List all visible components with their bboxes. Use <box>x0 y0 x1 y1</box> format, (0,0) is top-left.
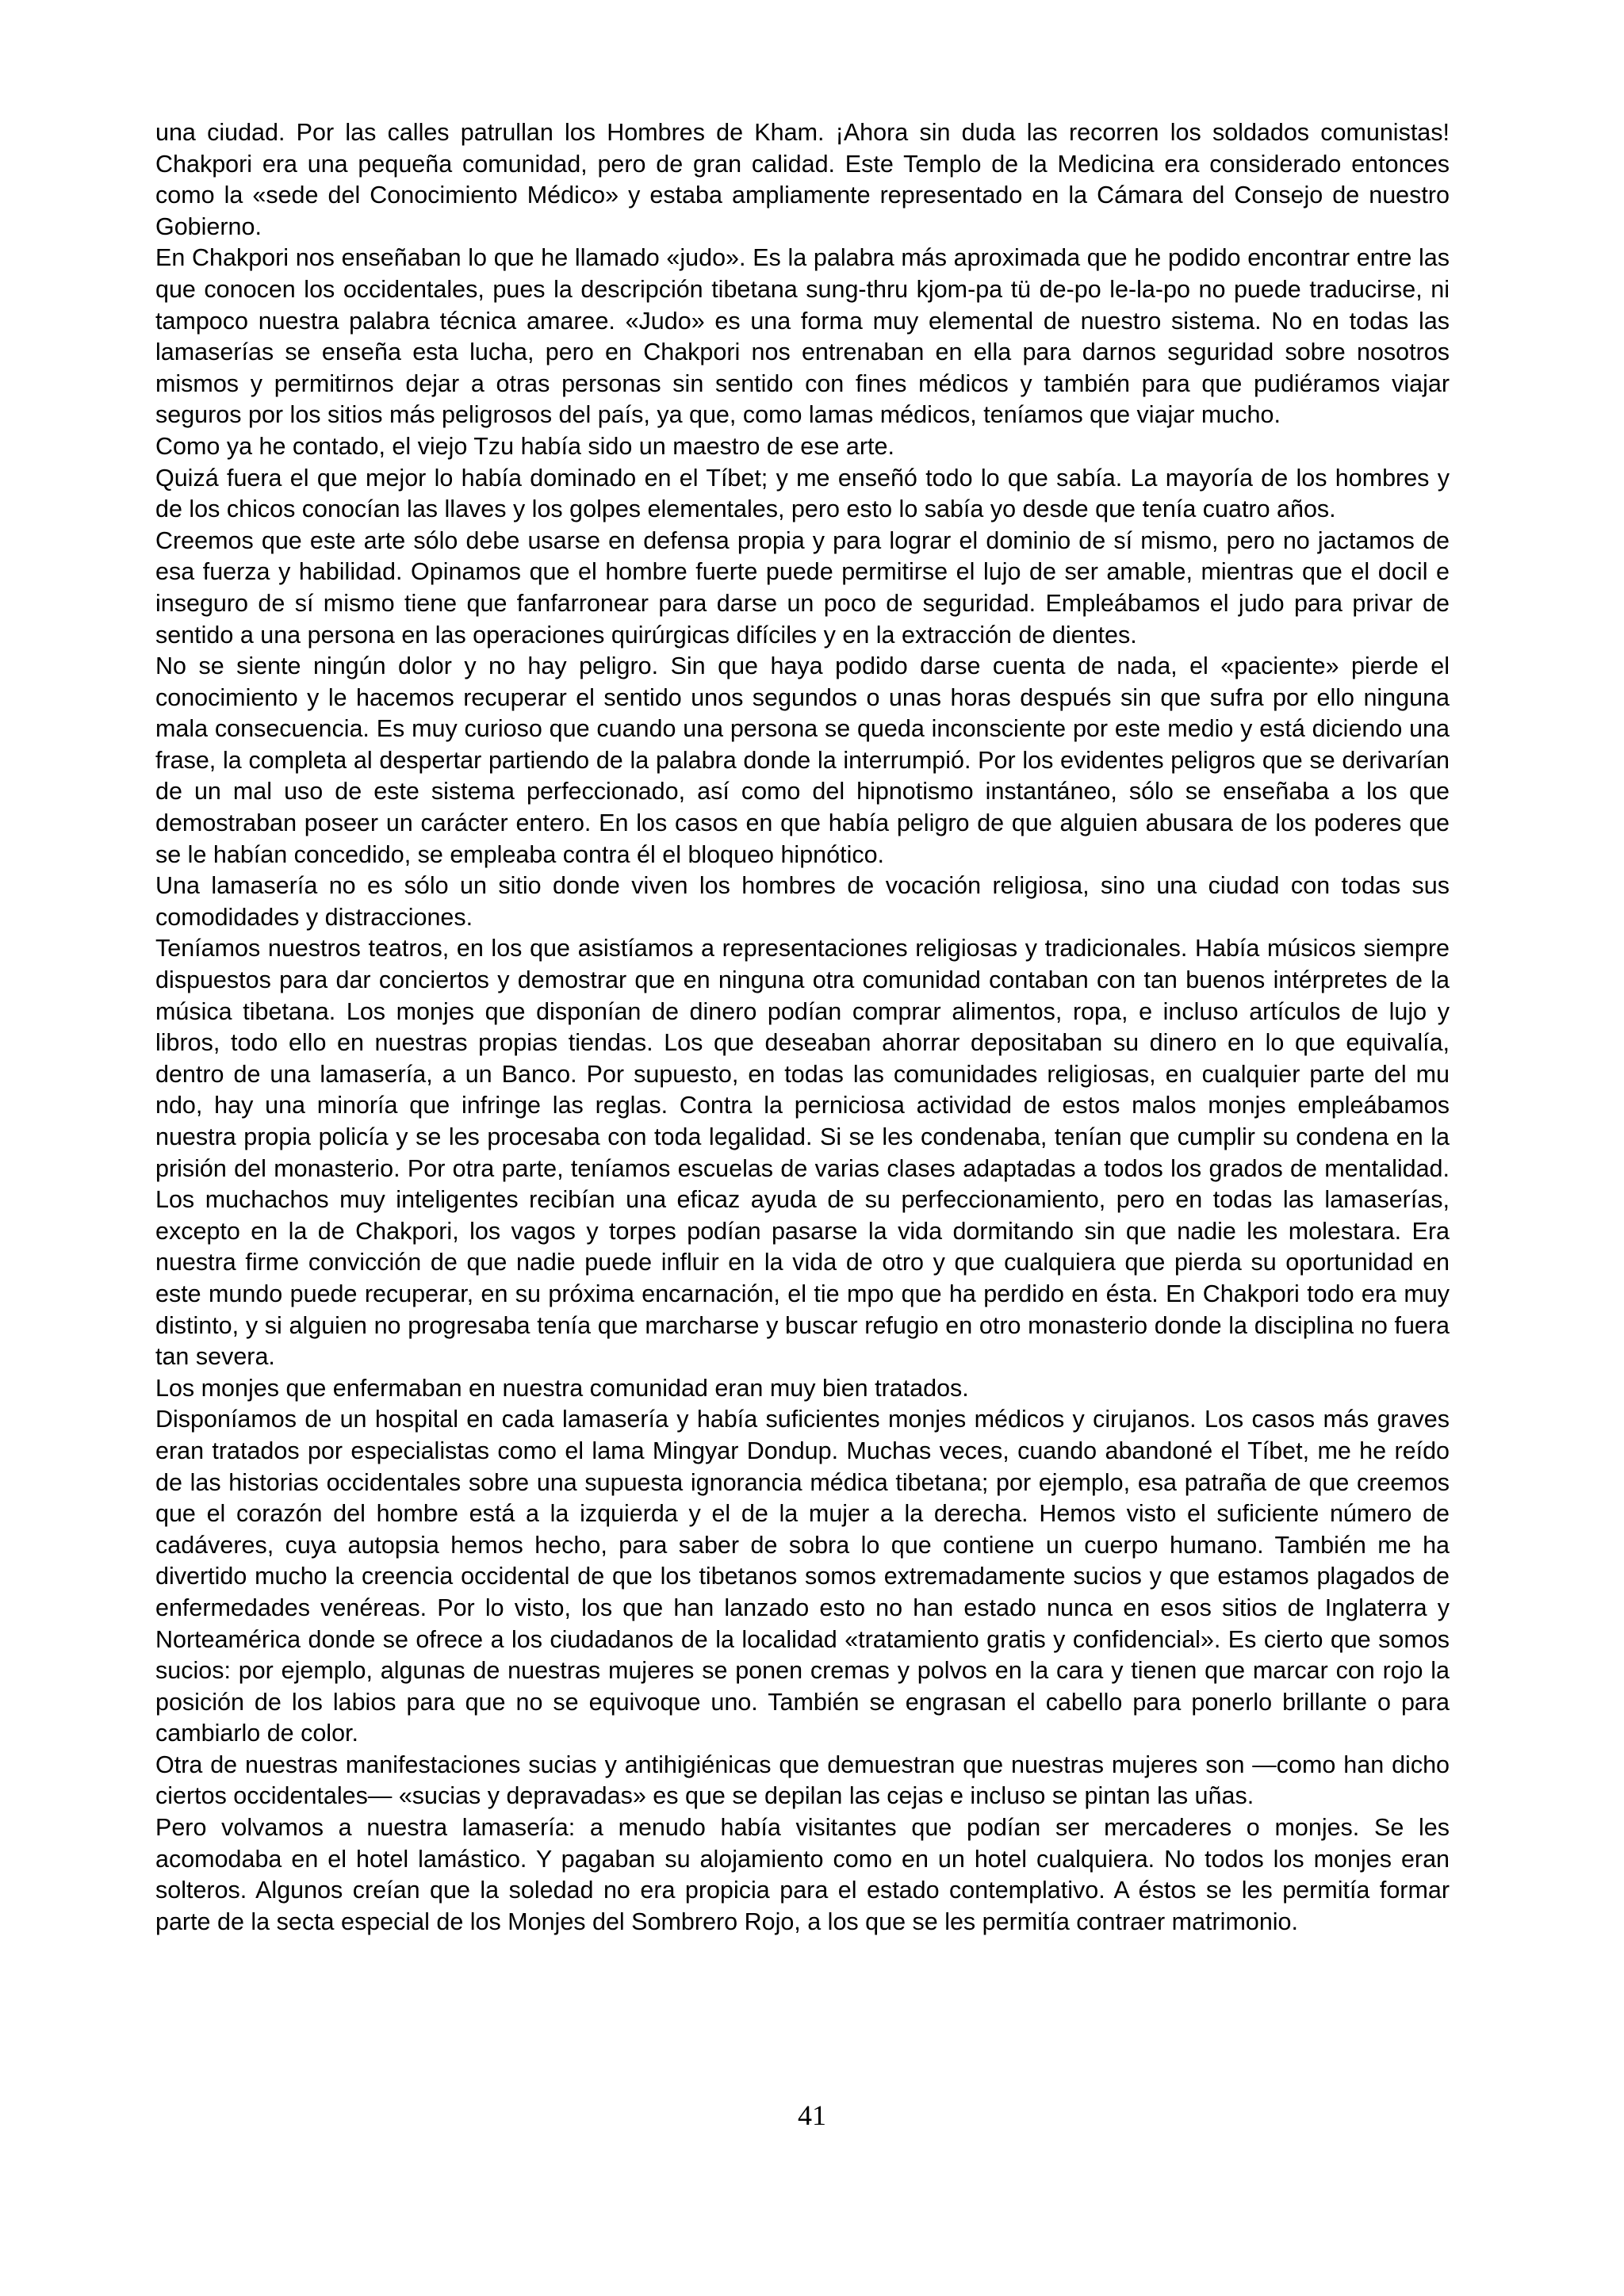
paragraph-11: Otra de nuestras manifestaciones sucias y antihigiénicas que demuestran que nuestras mujeres son —como han dicho ciertos occidentales— «sucias y depravadas» es que se depilan las cejas e incluso se pintan las uñas. <box>155 1751 1450 1810</box>
paragraph-5: Creemos que este arte sólo debe usarse en defensa propia y para lograr el dominio de sí mismo, pero no jactamos de esa fuerza y habilidad. Opinamos que el hombre fuerte puede permitirse el lujo de ser amable, mientras que el docil e inseguro de sí mismo tiene que fanfarronear para darse un poco de seguridad. Empleábamos el judo para privar de sentido a una persona en las operaciones quirúrgicas difíciles y en la extracción de dientes. <box>155 526 1450 649</box>
paragraph-7: Una lamasería no es sólo un sitio donde viven los hombres de vocación religiosa, sino una ciudad con todas sus comodidades y distracciones. <box>155 872 1450 931</box>
paragraph-6: No se siente ningún dolor y no hay peligro. Sin que haya podido darse cuenta de nada, el «paciente» pierde el conocimiento y le hacemos recuperar el sentido unos segundos o unas horas después sin que sufra por ello ninguna mala consecuencia. Es muy curioso que cuando una persona se queda inconsciente por este medio y está diciendo una frase, la completa al despertar partiendo de la palabra donde la interrumpió. Por los evidentes peligros que se derivarían de un mal uso de este sistema perfeccionado, así como del hipnotismo instantáneo, sólo se enseñaba a los que demostraban poseer un carácter entero. En los casos en que había peligro de que alguien abusara de los poderes que se le habían concedido, se empleaba contra él el bloqueo hipnótico. <box>155 652 1450 868</box>
paragraph-10: Disponíamos de un hospital en cada lamasería y había suficientes monjes médicos y cirujanos. Los casos más graves eran tratados por especialistas como el lama Mingyar Dondup. Muchas veces, cuando abandoné el Tíbet, me he reído de las historias occidentales sobre una supuesta ignorancia médica tibetana; por ejemplo, esa patraña de que creemos que el corazón del hombre está a la izquierda y el de la mujer a la derecha. Hemos visto el suficiente número de cadáveres, cuya autopsia hemos hecho, para saber de sobra lo que contiene un cuerpo humano. También me ha divertido mucho la creencia occidental de que los tibetanos somos extremadamente sucios y que estamos plagados de enfermedades venéreas. Por lo visto, los que han lanzado esto no han estado nunca en esos sitios de Inglaterra y Norteamérica donde se ofrece a los ciudadanos de la localidad «tratamiento gratis y confidencial». Es cierto que somos sucios: por ejemplo, algunas de nuestras mujeres se ponen cremas y polvos en la cara y tienen que marcar con rojo la posición de los labios para que no se equivoque uno. También se engrasan el cabello para ponerlo brillante o para cambiarlo de color. <box>155 1406 1450 1747</box>
paragraph-8: Teníamos nuestros teatros, en los que asistíamos a representaciones religiosas y tradicionales. Había músicos siempre dispuestos para dar conciertos y demostrar que en ninguna otra comunidad contaban con tan buenos intérpretes de la música tibetana. Los monjes que disponían de dinero podían comprar alimentos, ropa, e incluso artículos de lujo y libros, todo ello en nuestras propias tiendas. Los que deseaban ahorrar depositaban su dinero en lo que equivalía, dentro de una lamasería, a un Banco. Por supuesto, en todas las comunidades religiosas, en cualquier parte del mu ndo, hay una minoría que infringe las reglas. Contra la perniciosa actividad de estos malos monjes empleábamos nuestra propia policía y se les procesaba con toda legalidad. Si se les condenaba, tenían que cumplir su condena en la prisión del monasterio. Por otra parte, teníamos escuelas de varias clases adaptadas a todos los grados de mentalidad. Los muchachos muy inteligentes recibían una eficaz ayuda de su perfeccionamiento, pero en todas las lamaserías, excepto en la de Chakpori, los vagos y torpes podían pasarse la vida dormitando sin que nadie les molestara. Era nuestra firme convicción de que nadie puede influir en la vida de otro y que cualquiera que pierda su oportunidad en este mundo puede recuperar, en su próxima encarnación, el tie mpo que ha perdido en ésta. En Chakpori todo era muy distinto, y si alguien no progresaba tenía que marcharse y buscar refugio en otro monasterio donde la disciplina no fuera tan severa. <box>155 935 1450 1371</box>
paragraph-4: Quizá fuera el que mejor lo había dominado en el Tíbet; y me enseñó todo lo que sabía. La mayoría de los hombres y de los chicos conocían las llaves y los golpes elementales, pero esto lo sabía yo desde que tenía cuatro años. <box>155 464 1450 523</box>
page-number: 41 <box>798 2099 826 2131</box>
paragraph-2: En Chakpori nos enseñaban lo que he llamado «judo». Es la palabra más aproximada que he podido encontrar entre las que conocen los occidentales, pues la descripción tibetana sung-thru kjom-pa tü de-po le-la-po no puede traducirse, ni tampoco nuestra palabra técnica amaree. «Judo» es una forma muy elemental de nuestro sistema. No en todas las lamaserías se enseña esta lucha, pero en Chakpori nos entrenaban en ella para darnos seguridad sobre nosotros mismos y permitirnos dejar a otras personas sin sentido con fines médicos y también para que pudiéramos viajar seguros por los sitios más peligrosos del país, ya que, como lamas médicos, teníamos que viajar mucho. <box>155 244 1450 429</box>
paragraph-3: Como ya he contado, el viejo Tzu había sido un maestro de ese arte. <box>155 432 894 460</box>
paragraph-9: Los monjes que enfermaban en nuestra comunidad eran muy bien tratados. <box>155 1374 969 1402</box>
page-body <box>155 117 1450 1938</box>
paragraph-12: Pero volvamos a nuestra lamasería: a menudo había visitantes que podían ser mercaderes o monjes. Se les acomodaba en el hotel lamástico. Y pagaban su alojamiento como en un hotel cualquiera. No todos los monjes eran solteros. Algunos creían que la soledad no era propicia para el estado contemplativo. A éstos se les permitía formar parte de la secta especial de los Monjes del Sombrero Rojo, a los que se les permitía contraer matrimonio. <box>155 1814 1450 1935</box>
paragraph-1: una ciudad. Por las calles patrullan los Hombres de Kham. ¡Ahora sin duda las recorren los soldados comunistas! Chakpori era una pequeña comunidad, pero de gran calidad. Este Templo de la Medicina era considerado entonces como la «sede del Conocimiento Médico» y estaba ampliamente representado en la Cámara del Consejo de nuestro Gobierno. <box>155 119 1450 240</box>
